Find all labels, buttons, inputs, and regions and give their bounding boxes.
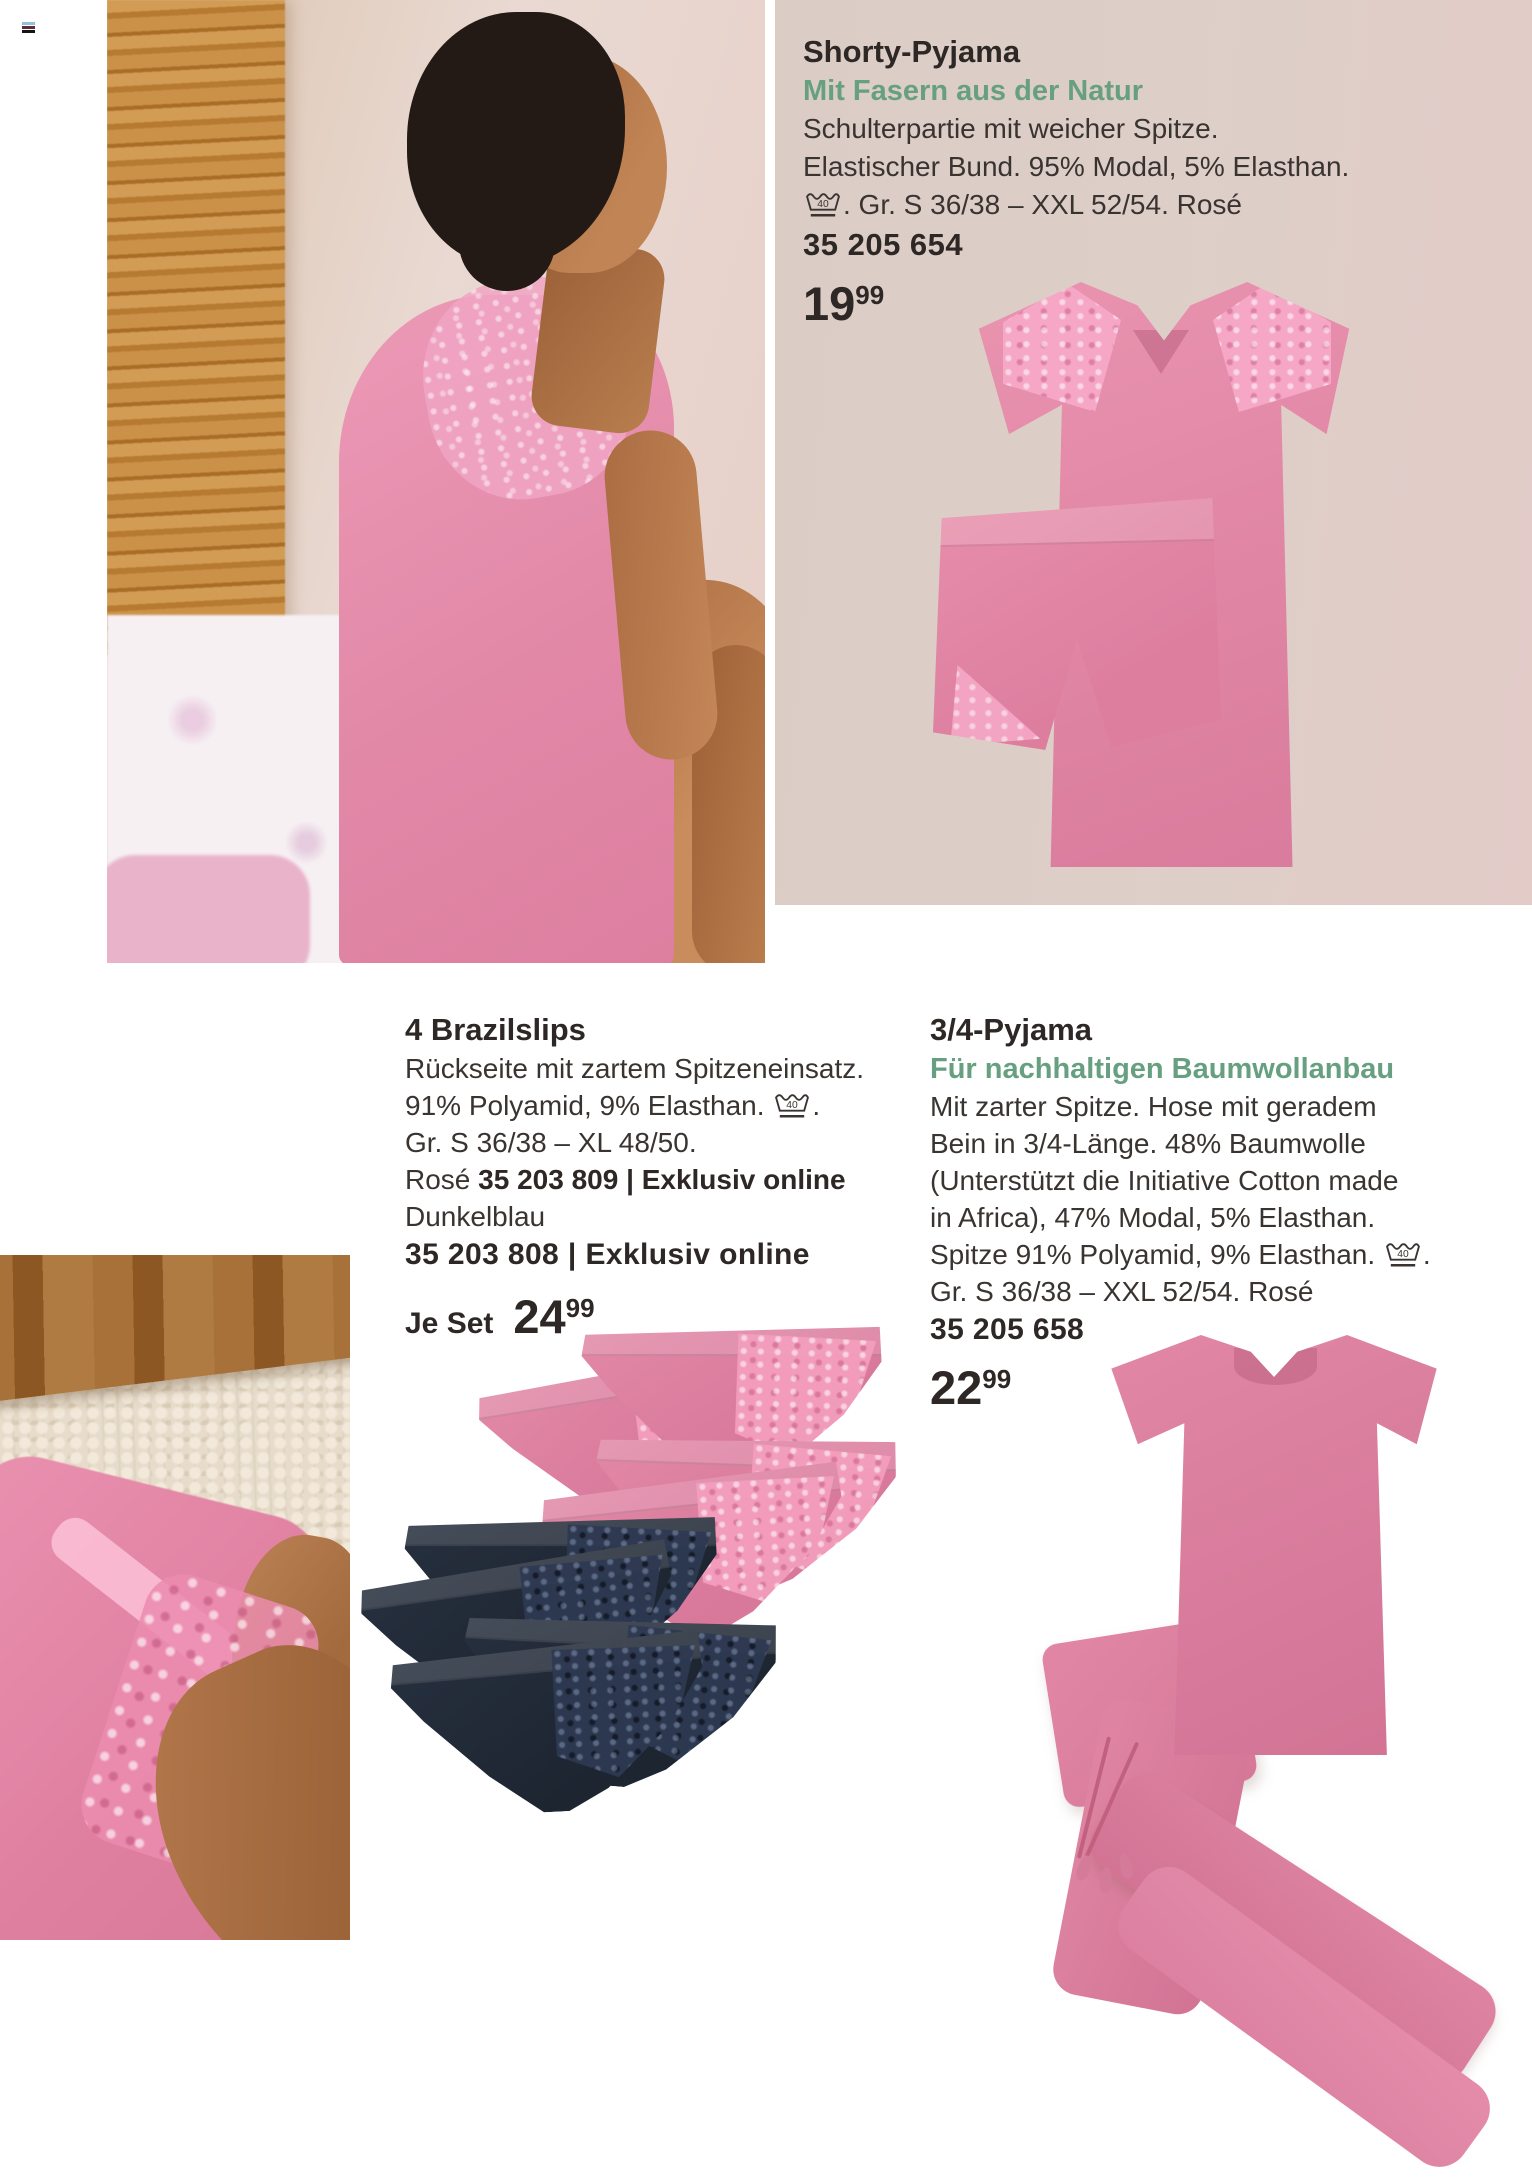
article-number: 35 203 809 xyxy=(478,1164,619,1195)
color-label: Rosé xyxy=(405,1164,471,1195)
description-line xyxy=(405,1087,864,1124)
description-line: Schulterpartie mit weicher Spitze. xyxy=(803,113,1219,144)
color-label: Dunkelblau xyxy=(405,1201,546,1232)
photo-wood-headboard xyxy=(107,0,285,655)
price-cents: 99 xyxy=(565,1293,595,1323)
wash-temp-label: 40 xyxy=(1397,1248,1409,1260)
description-line: (Unterstützt die Initiative Cotton made xyxy=(930,1165,1399,1196)
lifestyle-photo-hip-closeup xyxy=(0,1255,350,1940)
divider: | xyxy=(626,1164,634,1195)
size-line: . Gr. S 36/38 – XXL 52/54. Rosé xyxy=(843,189,1242,220)
description-line: in Africa), 47% Modal, 5% Elasthan. xyxy=(930,1202,1376,1233)
size-line: Gr. S 36/38 – XXL 52/54. Rosé xyxy=(930,1276,1314,1307)
size-line: Gr. S 36/38 – XL 48/50. xyxy=(405,1127,697,1158)
price-cents: 99 xyxy=(982,1364,1012,1394)
article-number-line xyxy=(405,1235,864,1275)
period: . xyxy=(1422,1239,1431,1270)
scalloped-neckline xyxy=(1234,1348,1317,1386)
exclusive-online-label: Exklusiv online xyxy=(641,1164,846,1195)
price-euros: 24 xyxy=(513,1290,566,1343)
product-title: 4 Brazilslips xyxy=(405,1012,586,1047)
exclusive-online-label: Exklusiv online xyxy=(585,1238,810,1271)
product-title: Shorty-Pyjama xyxy=(803,34,1021,69)
description-line: Rückseite mit zartem Spitzeneinsatz. xyxy=(405,1053,865,1084)
shorts-lace-hem xyxy=(950,656,1040,746)
corner-bar-red xyxy=(22,26,35,29)
article-number: 35 205 658 xyxy=(930,1313,1085,1346)
corner-bar-black xyxy=(22,30,35,33)
price-prefix: Je Set xyxy=(405,1307,494,1340)
material-text: 91% Polyamid, 9% Elasthan. xyxy=(405,1090,765,1121)
page-corner-mark-icon xyxy=(22,22,36,35)
photo-woman-hair-bun xyxy=(459,195,555,291)
period: . xyxy=(812,1090,821,1121)
description-line xyxy=(803,186,1349,224)
wash-40-icon xyxy=(1385,1239,1421,1269)
article-number: 35 205 654 xyxy=(803,227,964,262)
brazilslips-product-image xyxy=(365,1318,910,1813)
eco-claim: Mit Fasern aus der Natur xyxy=(803,75,1144,107)
photo-pink-pillow xyxy=(107,855,310,963)
lifestyle-photo-woman-on-bed xyxy=(107,0,765,963)
product-title: 3/4-Pyjama xyxy=(930,1012,1092,1047)
brazilslips-text-block xyxy=(405,1010,864,1344)
wash-temp-label: 40 xyxy=(786,1099,799,1111)
price-cents: 99 xyxy=(855,280,885,310)
divider: | xyxy=(567,1238,577,1271)
article-number: 35 203 808 xyxy=(405,1238,560,1271)
price-euros: 19 xyxy=(803,277,856,330)
description-line xyxy=(930,1236,1431,1273)
eco-claim: Für nachhaltigen Baumwollanbau xyxy=(930,1053,1395,1085)
description-line: Elastischer Bund. 95% Modal, 5% Elasthan. xyxy=(803,151,1350,182)
description-line: Bein in 3/4-Länge. 48% Baumwolle xyxy=(930,1128,1366,1159)
corner-bar-blue xyxy=(22,22,35,25)
price-euros: 22 xyxy=(930,1361,983,1414)
wash-40-icon xyxy=(774,1090,810,1120)
color-variant-line xyxy=(405,1161,864,1198)
wash-temp-label: 40 xyxy=(817,198,829,210)
v-neckline xyxy=(1133,330,1189,374)
description-line: Mit zarter Spitze. Hose mit geradem xyxy=(930,1091,1377,1122)
wash-40-icon xyxy=(805,189,841,219)
three-quarter-pyjama-product-image xyxy=(1040,1335,1485,1995)
material-text: Spitze 91% Polyamid, 9% Elasthan. xyxy=(930,1239,1376,1270)
shorty-pyjama-product-panel xyxy=(775,0,1532,905)
